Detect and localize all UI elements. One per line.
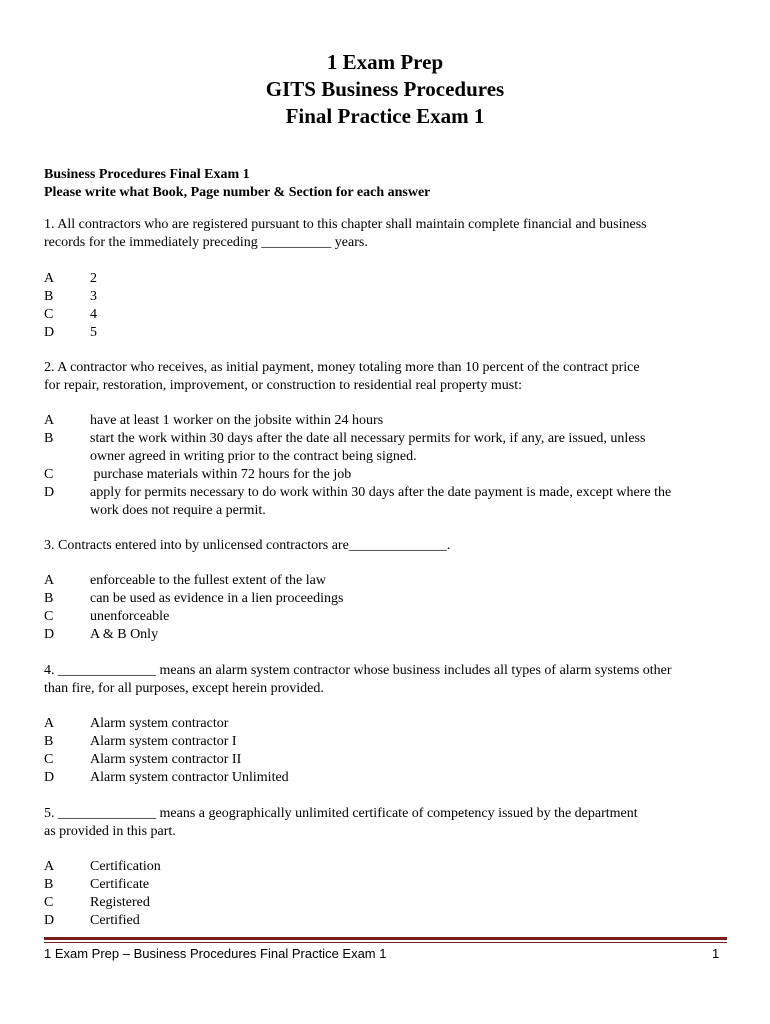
page-title-line-1: 1 Exam Prep: [326, 50, 444, 74]
option-letter: C: [44, 307, 54, 322]
option-letter: A: [44, 573, 55, 588]
question-text-line: as provided in this part.: [44, 824, 176, 839]
option-text: 2: [90, 271, 97, 286]
exam-instruction: Please write what Book, Page number & Section for each answer: [44, 185, 431, 200]
option-letter: A: [44, 413, 55, 428]
footer-text: 1 Exam Prep – Business Procedures Final Practice Exam 1: [44, 946, 387, 961]
option-text: owner agreed in writing prior to the contract being signed.: [90, 449, 417, 464]
question-text-line: 1. All contractors who are registered pursuant to this chapter shall maintain complete financial and business: [44, 217, 647, 232]
option-letter: A: [44, 859, 55, 874]
option-letter: B: [44, 289, 54, 304]
option-text: Alarm system contractor II: [90, 752, 242, 767]
option-letter: A: [44, 271, 55, 286]
option-text: 4: [90, 307, 97, 322]
page-title-line-3: Final Practice Exam 1: [285, 104, 485, 128]
option-letter: B: [44, 591, 54, 606]
option-letter: D: [44, 485, 55, 500]
option-text: purchase materials within 72 hours for the job: [90, 467, 352, 482]
option-text: have at least 1 worker on the jobsite within 24 hours: [90, 413, 384, 428]
option-text: Alarm system contractor: [90, 716, 229, 731]
question-text-line: 2. A contractor who receives, as initial payment, money totaling more than 10 percent of the contract price: [44, 360, 640, 375]
option-text: start the work within 30 days after the date all necessary permits for work, if any, are issued, unless: [90, 431, 646, 446]
option-text: Alarm system contractor Unlimited: [90, 770, 289, 785]
option-letter: D: [44, 770, 55, 785]
page-number: 1: [712, 946, 720, 961]
option-letter: C: [44, 467, 54, 482]
footer-divider-thick: [44, 937, 727, 940]
option-text: work does not require a permit.: [90, 503, 266, 518]
option-text: 5: [90, 325, 97, 340]
exam-heading: Business Procedures Final Exam 1: [44, 167, 250, 182]
option-text: unenforceable: [90, 609, 170, 624]
option-letter: C: [44, 895, 54, 910]
option-text: A & B Only: [90, 627, 159, 642]
option-text: Certification: [90, 859, 161, 874]
question-text-line: 4. ______________ means an alarm system contractor whose business includes all types of alarm systems other: [44, 663, 672, 678]
option-text: apply for permits necessary to do work within 30 days after the date payment is made, except where the: [90, 485, 672, 500]
option-text: enforceable to the fullest extent of the law: [90, 573, 326, 588]
option-text: Registered: [90, 895, 150, 910]
question-text-line: 5. ______________ means a geographically unlimited certificate of competency issued by the department: [44, 806, 638, 821]
option-letter: A: [44, 716, 55, 731]
option-text: Certified: [90, 913, 140, 928]
option-letter: C: [44, 609, 54, 624]
question-text-line: 3. Contracts entered into by unlicensed contractors are______________.: [44, 538, 451, 553]
option-letter: B: [44, 734, 54, 749]
question-text-line: records for the immediately preceding __________ years.: [44, 235, 368, 250]
option-letter: D: [44, 325, 55, 340]
option-letter: D: [44, 913, 55, 928]
option-text: Alarm system contractor I: [90, 734, 237, 749]
option-letter: B: [44, 877, 54, 892]
question-text-line: than fire, for all purposes, except herein provided.: [44, 681, 324, 696]
option-letter: D: [44, 627, 55, 642]
option-text: can be used as evidence in a lien proceedings: [90, 591, 344, 606]
option-text: 3: [90, 289, 97, 304]
question-text-line: for repair, restoration, improvement, or construction to residential real property must:: [44, 378, 523, 393]
option-letter: C: [44, 752, 54, 767]
option-text: Certificate: [90, 877, 150, 892]
footer-divider-thin: [44, 942, 727, 943]
option-letter: B: [44, 431, 54, 446]
page-title-line-2: GITS Business Procedures: [265, 77, 505, 101]
